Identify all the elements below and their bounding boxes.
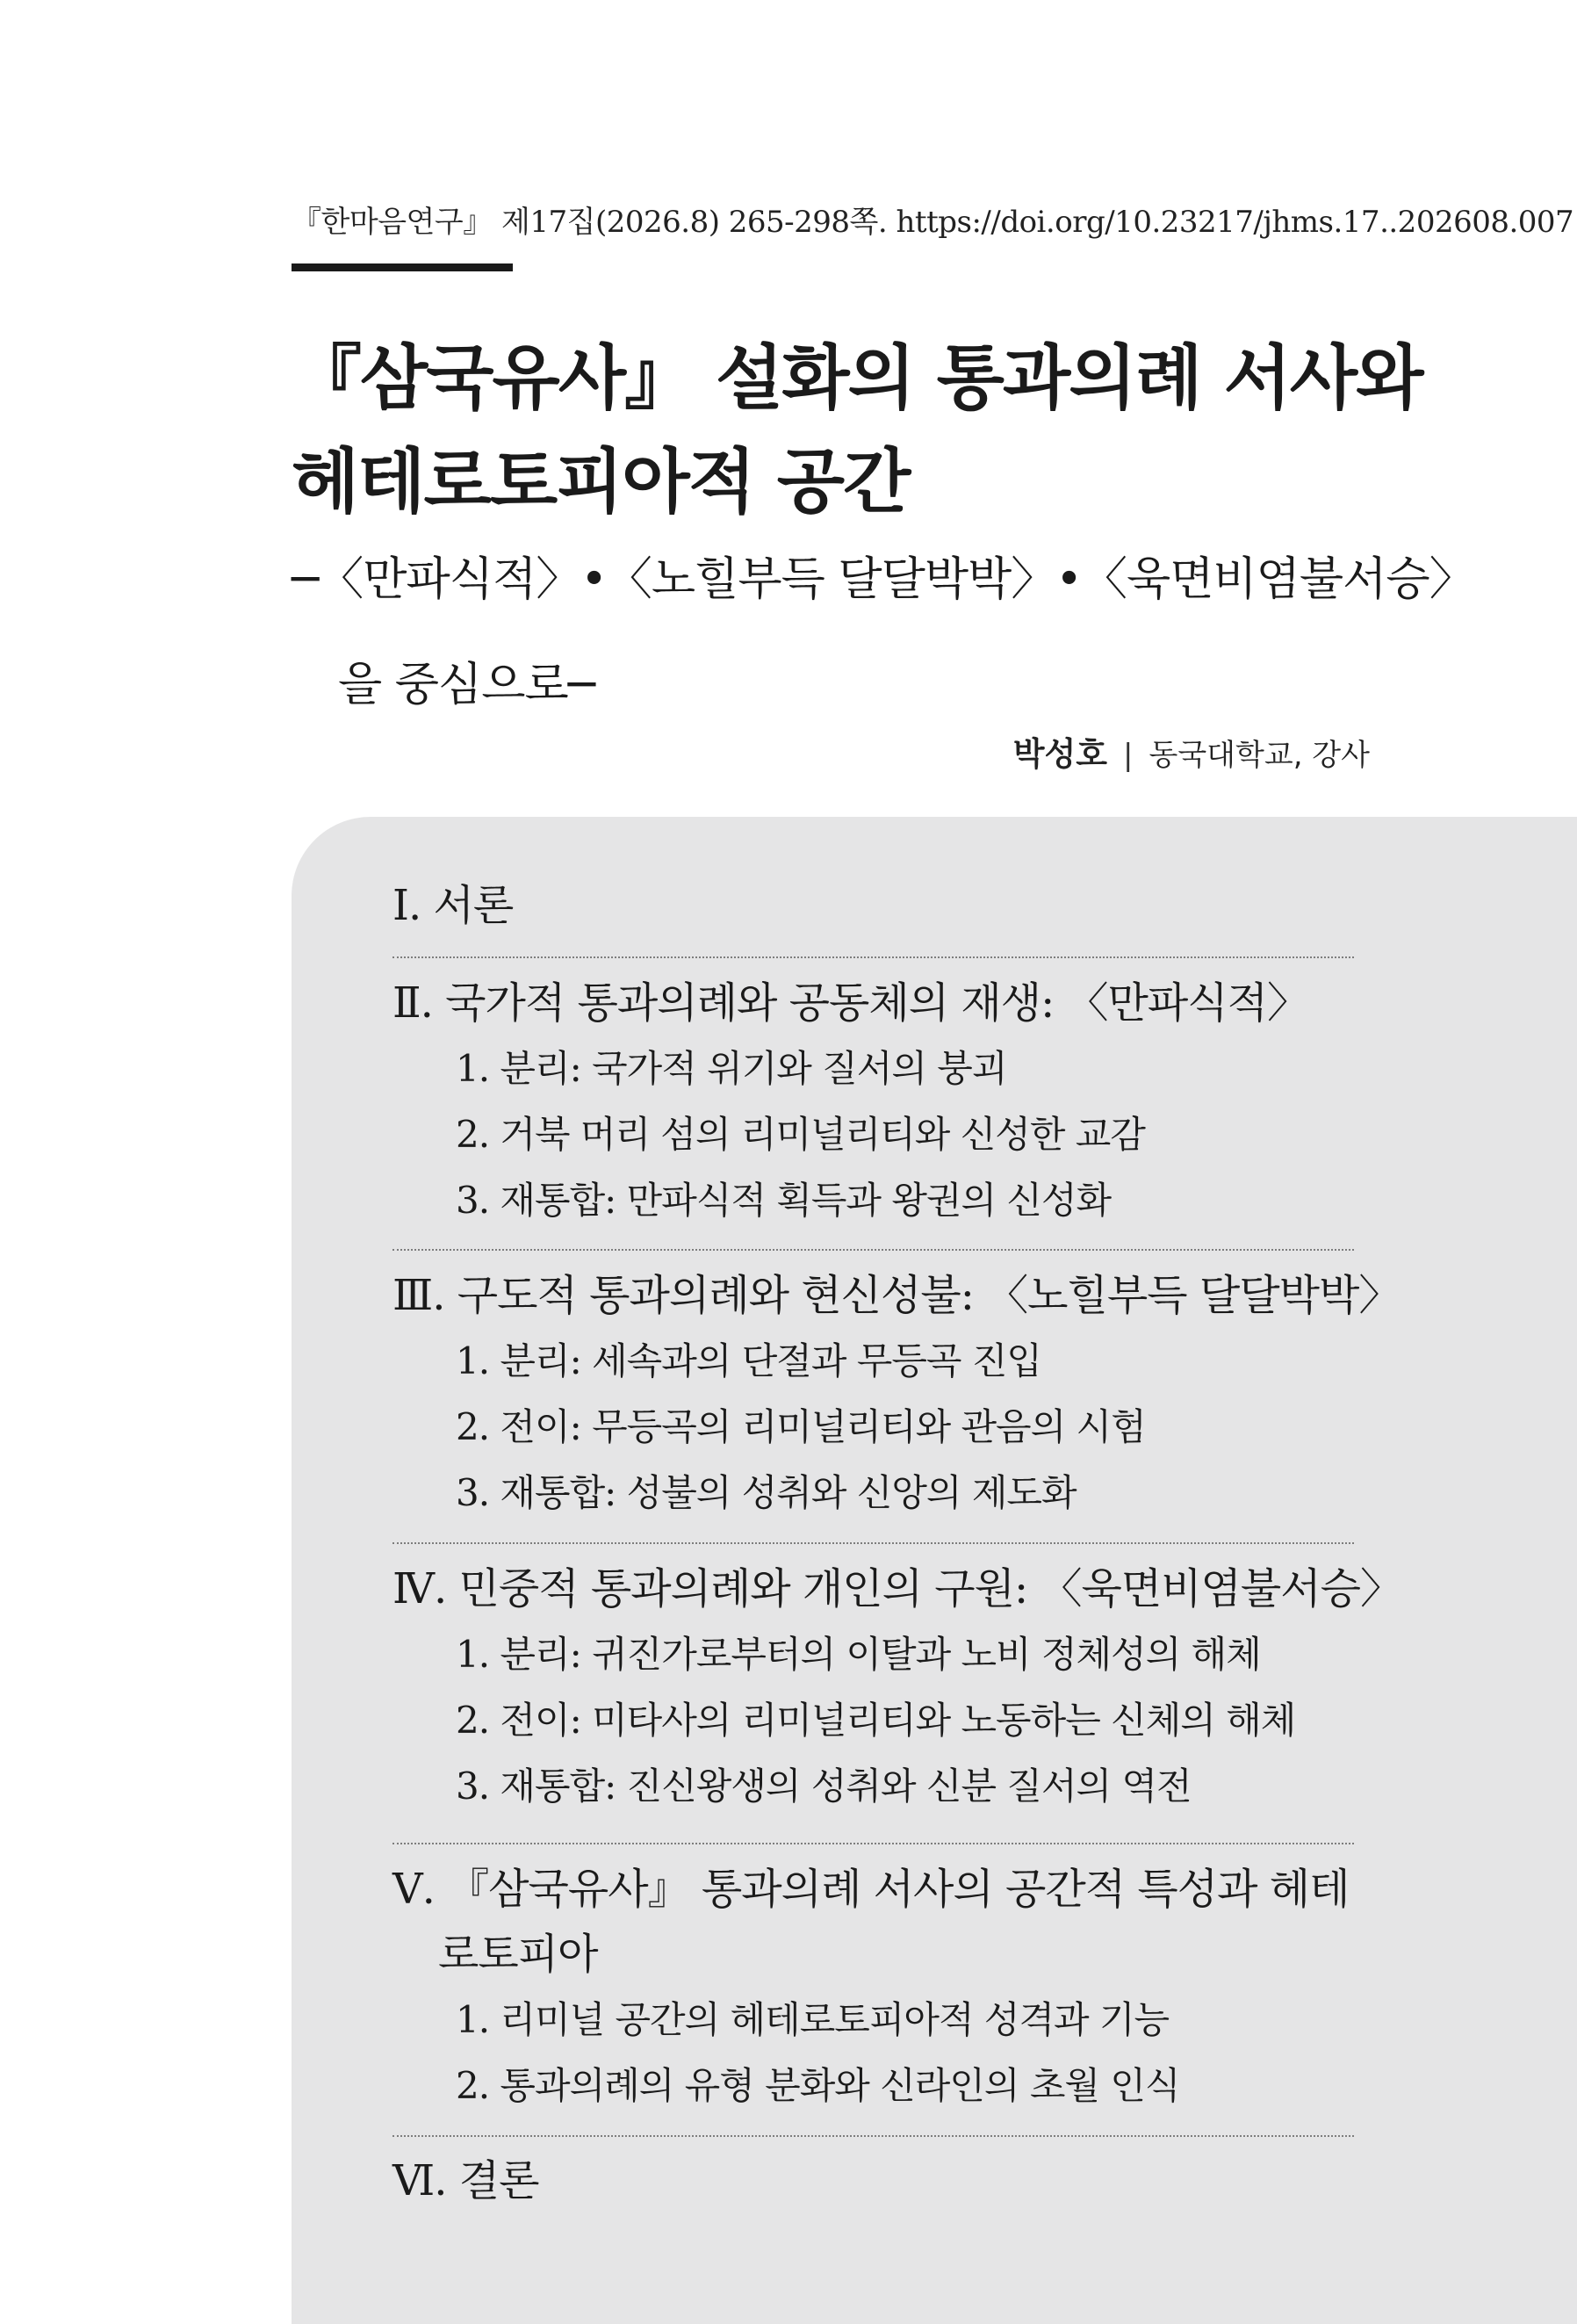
toc-item: 2. 전이: 무등곡의 리미널리티와 관음의 시험: [456, 1405, 1146, 1448]
journal-citation: 『한마음연구』 제17집(2026.8) 265-298쪽. https://doi.org/10.23217/jhms.17..202608.007: [292, 205, 1574, 240]
toc-item: 1. 리미널 공간의 헤테로토피아적 성격과 기능: [456, 1998, 1170, 2041]
toc-item: 2. 전이: 미타사의 리미널리티와 노동하는 신체의 해체: [456, 1699, 1296, 1742]
toc-section-2: [392, 971, 1354, 1233]
author-affiliation: 동국대학교, 강사: [1149, 738, 1370, 773]
toc-item: 1. 분리: 국가적 위기와 질서의 붕괴: [456, 1047, 1007, 1090]
toc-section-3: [392, 1263, 1401, 1526]
title-line-1: 『삼국유사』 설화의 통과의례 서사와: [292, 337, 1422, 419]
toc-item: 3. 재통합: 만파식적 획득과 왕권의 신성화: [456, 1179, 1112, 1222]
toc-heading: Ⅳ. 민중적 통과의례와 개인의 구원: 〈욱면비염불서승〉: [392, 1564, 1402, 1613]
subtitle-line-1: ─〈만파식적〉•〈노힐부득 달달박박〉•〈욱면비염불서승〉: [292, 553, 1474, 606]
toc-item: 1. 분리: 귀진가로부터의 이탈과 노비 정체성의 해체: [456, 1633, 1261, 1676]
toc-section-4: [392, 1556, 1402, 1819]
toc-item: 2. 통과의례의 유형 분화와 신라인의 초월 인식: [456, 2064, 1180, 2107]
toc-divider: [392, 1249, 1354, 1251]
toc-item: 3. 재통합: 성불의 성취와 신앙의 제도화: [456, 1471, 1077, 1514]
title-line-2: 헤테로토피아적 공간: [292, 441, 910, 523]
article-title: [292, 327, 1433, 534]
table-of-contents: [292, 817, 1577, 2324]
toc-divider: [392, 1843, 1354, 1844]
toc-section-5: [392, 1857, 1354, 2118]
subtitle-line-2: 을 중심으로─: [338, 659, 594, 711]
author-name: 박성호: [1012, 735, 1107, 773]
toc-item: 1. 분리: 세속과의 단절과 무등곡 진입: [456, 1339, 1041, 1382]
title-rule: [292, 263, 513, 271]
toc-item: 3. 재통합: 진신왕생의 성취와 신분 질서의 역전: [456, 1765, 1192, 1808]
toc-item: 2. 거북 머리 섬의 리미널리티와 신성한 교감: [456, 1113, 1145, 1156]
toc-section-6: [392, 2148, 1354, 2213]
toc-heading: Ⅴ. 『삼국유사』 통과의례 서사의 공간적 특성과 헤테로토피아: [392, 1865, 1350, 1979]
toc-heading: Ⅲ. 구도적 통과의례와 현신성불: 〈노힐부득 달달박박〉: [392, 1271, 1401, 1320]
author-line: [1013, 727, 1370, 775]
toc-heading: Ⅰ. 서론: [392, 881, 514, 930]
toc-heading: Ⅱ. 국가적 통과의례와 공동체의 재생: 〈만파식적〉: [392, 978, 1308, 1028]
toc-divider: [392, 2135, 1354, 2137]
toc-heading: Ⅵ. 결론: [392, 2156, 539, 2205]
toc-divider: [392, 956, 1354, 958]
toc-section-1: [392, 873, 1354, 938]
toc-divider: [392, 1542, 1354, 1544]
author-separator: |: [1123, 738, 1134, 773]
